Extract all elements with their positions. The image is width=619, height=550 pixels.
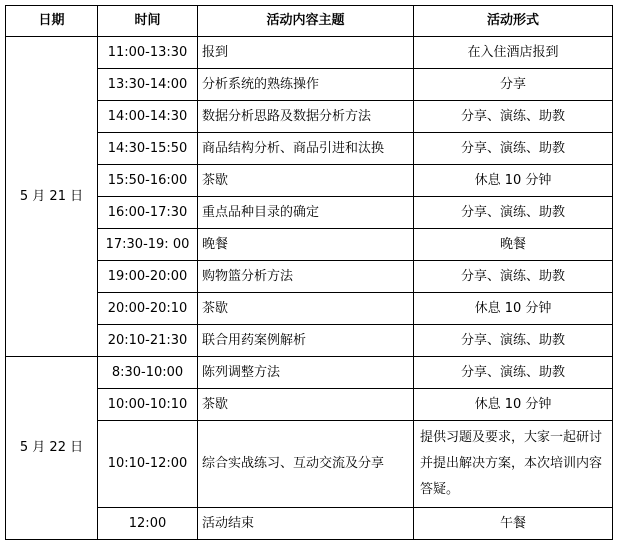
time-cell: 8:30-10:00 <box>98 357 198 389</box>
table-row <box>6 165 613 197</box>
topic-cell: 数据分析思路及数据分析方法 <box>198 101 414 133</box>
topic-cell: 联合用药案例解析 <box>198 325 414 357</box>
table-row <box>6 101 613 133</box>
table-row <box>6 69 613 101</box>
time-cell: 16:00-17:30 <box>98 197 198 229</box>
form-cell: 分享、演练、助教 <box>414 357 613 389</box>
time-cell: 14:30-15:50 <box>98 133 198 165</box>
table-row <box>6 261 613 293</box>
form-cell: 在入住酒店报到 <box>414 37 613 69</box>
topic-cell: 活动结束 <box>198 508 414 540</box>
time-cell: 20:00-20:10 <box>98 293 198 325</box>
form-cell: 分享、演练、助教 <box>414 325 613 357</box>
table-row <box>6 325 613 357</box>
topic-cell: 茶歇 <box>198 293 414 325</box>
schedule-table <box>5 5 613 540</box>
header-row <box>6 6 613 37</box>
topic-cell: 茶歇 <box>198 165 414 197</box>
topic-cell: 重点品种目录的确定 <box>198 197 414 229</box>
time-cell: 20:10-21:30 <box>98 325 198 357</box>
header-date: 日期 <box>6 6 98 37</box>
time-cell: 12:00 <box>98 508 198 540</box>
topic-cell: 报到 <box>198 37 414 69</box>
table-row <box>6 421 613 508</box>
form-cell: 休息 10 分钟 <box>414 293 613 325</box>
form-cell: 分享、演练、助教 <box>414 133 613 165</box>
table-row <box>6 357 613 389</box>
date-cell: 5 月 21 日 <box>6 37 98 357</box>
header-topic: 活动内容主题 <box>198 6 414 37</box>
form-cell: 分享、演练、助教 <box>414 261 613 293</box>
topic-cell: 陈列调整方法 <box>198 357 414 389</box>
table-row <box>6 197 613 229</box>
time-cell: 19:00-20:00 <box>98 261 198 293</box>
table-header <box>6 6 613 37</box>
time-cell: 10:10-12:00 <box>98 421 198 508</box>
table-row <box>6 389 613 421</box>
time-cell: 17:30-19: 00 <box>98 229 198 261</box>
time-cell: 15:50-16:00 <box>98 165 198 197</box>
form-cell: 分享、演练、助教 <box>414 101 613 133</box>
topic-cell: 商品结构分析、商品引进和汰换 <box>198 133 414 165</box>
table-row <box>6 37 613 69</box>
table-row <box>6 133 613 165</box>
form-cell: 提供习题及要求，大家一起研讨并提出解决方案，本次培训内容答疑。 <box>414 421 613 508</box>
topic-cell: 购物篮分析方法 <box>198 261 414 293</box>
table-body <box>6 37 613 540</box>
header-time: 时间 <box>98 6 198 37</box>
time-cell: 11:00-13:30 <box>98 37 198 69</box>
topic-cell: 综合实战练习、互动交流及分享 <box>198 421 414 508</box>
date-cell: 5 月 22 日 <box>6 357 98 540</box>
form-cell: 午餐 <box>414 508 613 540</box>
header-form: 活动形式 <box>414 6 613 37</box>
time-cell: 10:00-10:10 <box>98 389 198 421</box>
topic-cell: 分析系统的熟练操作 <box>198 69 414 101</box>
table-row <box>6 229 613 261</box>
form-cell: 休息 10 分钟 <box>414 389 613 421</box>
form-cell: 分享 <box>414 69 613 101</box>
table-row <box>6 293 613 325</box>
time-cell: 13:30-14:00 <box>98 69 198 101</box>
topic-cell: 茶歇 <box>198 389 414 421</box>
form-cell: 分享、演练、助教 <box>414 197 613 229</box>
time-cell: 14:00-14:30 <box>98 101 198 133</box>
form-cell: 晚餐 <box>414 229 613 261</box>
form-cell: 休息 10 分钟 <box>414 165 613 197</box>
table-row <box>6 508 613 540</box>
topic-cell: 晚餐 <box>198 229 414 261</box>
